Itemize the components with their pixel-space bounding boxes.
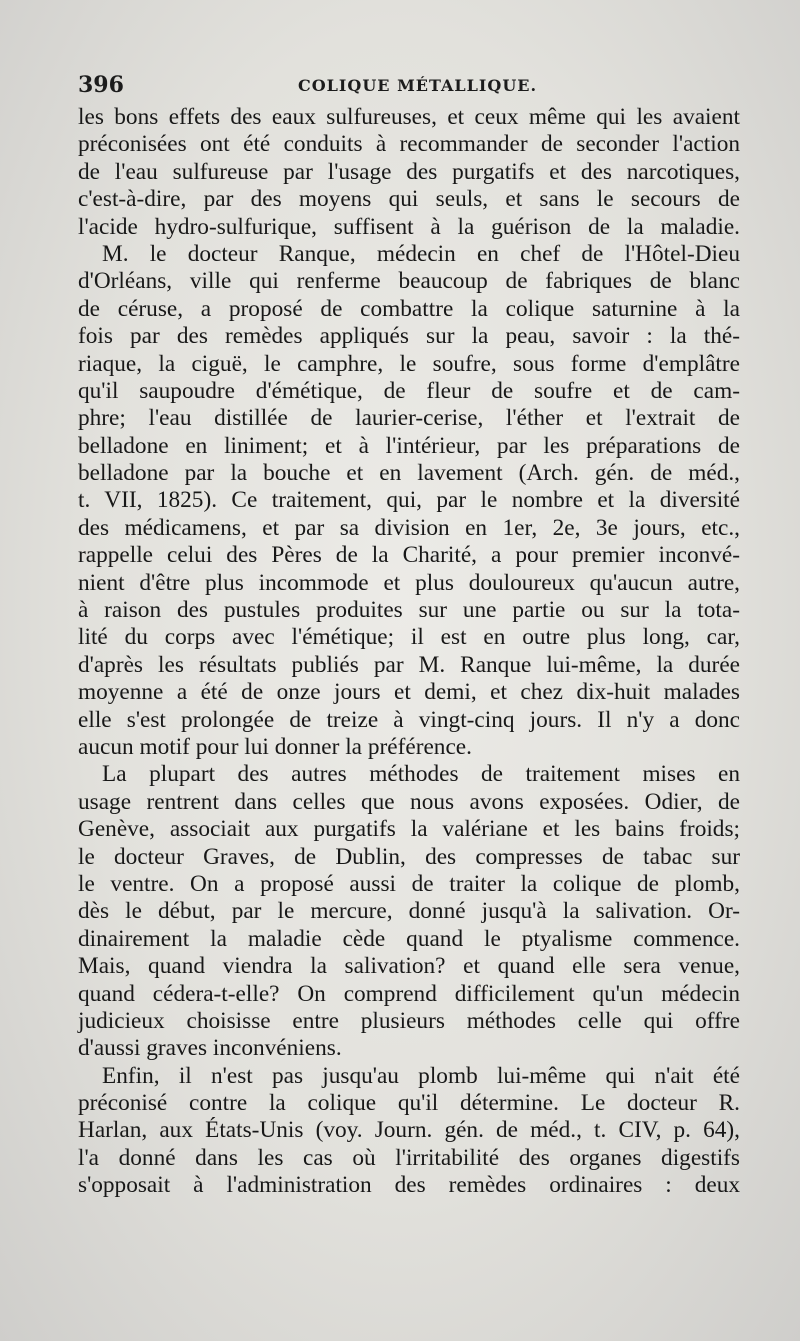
text-line: préconisées ont été conduits à recommander de seconder l'action [78,131,740,158]
text-line: nient d'être plus incommode et plus douloureux qu'aucun autre, [78,569,740,596]
body-text [78,104,740,1200]
text-line: de céruse, a proposé de combattre la colique saturnine à la [78,295,740,322]
text-line: de l'eau sulfureuse par l'usage des purgatifs et des narcotiques, [78,158,740,185]
text-line: belladone par la bouche et en lavement (Arch. gén. de méd., [78,460,740,487]
page-number: 396 [78,72,124,98]
text-line: s'opposait à l'administration des remèdes ordinaires : deux [78,1172,740,1199]
text-line: lité du corps avec l'émétique; il est en outre plus long, car, [78,624,740,651]
text-line: les bons effets des eaux sulfureuses, et ceux même qui les avaient [78,104,740,130]
text-line: dinairement la maladie cède quand le ptyalisme commence. [78,925,740,952]
text-line: préconisé contre la colique qu'il détermine. Le docteur R. [78,1090,740,1117]
text-line: à raison des pustules produites sur une partie ou sur la tota- [78,597,740,624]
text-line: phre; l'eau distillée de laurier-cerise, l'éther et l'extrait de [78,405,740,432]
text-line: qu'il saupoudre d'émétique, de fleur de soufre et de cam- [78,377,740,404]
text-line: dès le début, par le mercure, donné jusqu'à la salivation. Or- [78,898,740,925]
running-title: COLIQUE MÉTALLIQUE. [298,76,538,95]
text-line: aucun motif pour lui donner la préférence. [78,733,472,760]
text-line: belladone en liniment; et à l'intérieur, par les préparations de [78,432,740,459]
text-line: l'a donné dans les cas où l'irritabilité des organes digestifs [78,1144,740,1171]
paragraph [78,761,740,1062]
text-line: le ventre. On a proposé aussi de traiter la colique de plomb, [78,870,740,897]
text-line: fois par des remèdes appliqués sur la peau, savoir : la thé- [78,323,740,350]
text-line: c'est-à-dire, par des moyens qui seuls, et sans le secours de [78,186,740,213]
text-line: quand cédera-t-elle? On comprend difficilement qu'un médecin [78,980,740,1007]
page-header [78,70,740,104]
text-line: d'Orléans, ville qui renferme beaucoup de fabriques de blanc [78,268,740,295]
text-line: rappelle celui des Pères de la Charité, a pour premier inconvé- [78,542,740,569]
paragraph [78,104,740,241]
text-line: elle s'est prolongée de treize à vingt-cinq jours. Il n'y a donc [78,706,740,733]
paragraph [78,1063,740,1200]
text-line: des médicamens, et par sa division en 1er, 2e, 3e jours, etc., [78,514,740,541]
text-line: La plupart des autres méthodes de traitement mises en [102,761,740,788]
paragraph [78,241,740,761]
text-line: usage rentrent dans celles que nous avons exposées. Odier, de [78,788,740,815]
text-line: t. VII, 1825). Ce traitement, qui, par le nombre et la diversité [78,487,740,514]
text-line: riaque, la ciguë, le camphre, le soufre, sous forme d'emplâtre [78,350,740,377]
text-line: M. le docteur Ranque, médecin en chef de l'Hôtel-Dieu [102,240,740,267]
text-line: Genève, associait aux purgatifs la valériane et les bains froids; [78,816,740,843]
text-line: l'acide hydro-sulfurique, suffisent à la guérison de la maladie. [78,213,740,240]
text-line: judicieux choisisse entre plusieurs méthodes celle qui offre [78,1007,740,1034]
text-line: d'aussi graves inconvéniens. [78,1035,342,1062]
text-line: d'après les résultats publiés par M. Ranque lui-même, la durée [78,651,740,678]
text-line: Mais, quand viendra la salivation? et quand elle sera venue, [78,953,740,980]
text-line: le docteur Graves, de Dublin, des compresses de tabac sur [78,843,740,870]
text-line: Harlan, aux États-Unis (voy. Journ. gén. de méd., t. CIV, p. 64), [78,1117,740,1144]
text-line: moyenne a été de onze jours et demi, et chez dix-huit malades [78,679,740,706]
text-line: Enfin, il n'est pas jusqu'au plomb lui-même qui n'ait été [102,1062,740,1089]
